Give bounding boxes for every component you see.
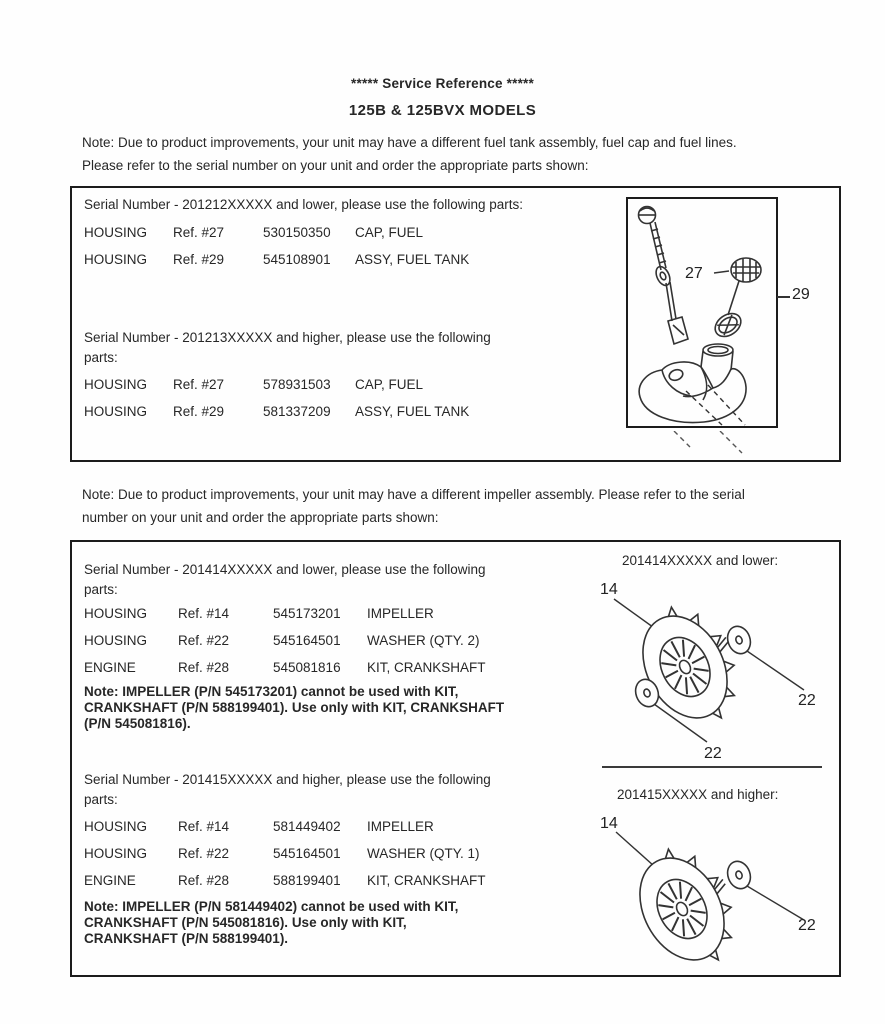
row-category: ENGINE <box>84 660 136 675</box>
row-ref: Ref. #22 <box>178 846 230 861</box>
row-part-number: 545108901 <box>263 252 331 267</box>
row-category: HOUSING <box>84 846 148 861</box>
callout-22: 22 <box>798 917 816 934</box>
row-ref: Ref. #29 <box>173 404 225 419</box>
fuel-tank-note-line2: Please refer to the serial number on your unit and order the appropriate parts shown: <box>82 158 589 173</box>
row-ref: Ref. #14 <box>178 819 230 834</box>
compatibility-note-1: Note: IMPELLER (P/N 545173201) cannot be used with KIT, CRANKSHAFT (P/N 588199401). Use only with KIT, CRANKSHAFT (P/N 545081816). <box>84 684 505 731</box>
row-ref: Ref. #22 <box>178 633 230 648</box>
row-part-number: 545173201 <box>273 606 341 621</box>
row-category: HOUSING <box>84 819 148 834</box>
row-description: IMPELLER <box>367 819 434 834</box>
serial-heading-201213-line2: parts: <box>84 350 118 365</box>
row-ref: Ref. #27 <box>173 225 225 240</box>
serial-heading-201213: Serial Number - 201213XXXXX and higher, please use the following <box>84 330 491 345</box>
row-description: ASSY, FUEL TANK <box>355 404 470 419</box>
impeller-parts-box <box>70 540 841 977</box>
row-part-number: 545081816 <box>273 660 341 675</box>
callout-27: 27 <box>685 265 703 282</box>
diagram-label-201415: 201415XXXXX and higher: <box>617 787 779 802</box>
row-category: HOUSING <box>84 633 148 648</box>
callout-14: 14 <box>600 815 618 832</box>
row-category: ENGINE <box>84 873 136 888</box>
row-category: HOUSING <box>84 404 148 419</box>
row-ref: Ref. #14 <box>178 606 230 621</box>
fuel-tank-note-line1: Note: Due to product improvements, your unit may have a different fuel tank assembly, fuel cap and fuel lines. <box>82 135 737 150</box>
row-description: IMPELLER <box>367 606 434 621</box>
callout-29: 29 <box>792 286 810 303</box>
impeller-note-line1: Note: Due to product improvements, your unit may have a different impeller assembly. Please refer to the serial <box>82 487 745 502</box>
row-category: HOUSING <box>84 606 148 621</box>
serial-heading-201415-line2: parts: <box>84 792 118 807</box>
row-category: HOUSING <box>84 252 148 267</box>
row-part-number: 530150350 <box>263 225 331 240</box>
row-description: CAP, FUEL <box>355 377 424 392</box>
row-description: KIT, CRANKSHAFT <box>367 873 486 888</box>
callout-14: 14 <box>600 581 618 598</box>
callout-29-leader <box>777 296 790 298</box>
compatibility-note-2: Note: IMPELLER (P/N 581449402) cannot be used with KIT, CRANKSHAFT (P/N 545081816). Use only with KIT, CRANKSHAFT (P/N 588199401). <box>84 899 459 946</box>
row-category: HOUSING <box>84 377 148 392</box>
page-title: ***** Service Reference ***** <box>351 76 534 91</box>
row-part-number: 545164501 <box>273 633 341 648</box>
row-part-number: 588199401 <box>273 873 341 888</box>
fuel-tank-diagram-frame <box>626 197 778 428</box>
models-subtitle: 125B & 125BVX MODELS <box>348 102 537 119</box>
impeller-note-line2: number on your unit and order the appropriate parts shown: <box>82 509 439 525</box>
diagram-label-201414: 201414XXXXX and lower: <box>622 553 779 568</box>
row-description: KIT, CRANKSHAFT <box>367 660 486 675</box>
row-ref: Ref. #28 <box>178 873 230 888</box>
impeller-note <box>82 484 844 529</box>
serial-heading-201414: Serial Number - 201414XXXXX and lower, please use the following <box>84 562 486 577</box>
row-description: ASSY, FUEL TANK <box>355 252 470 267</box>
row-description: WASHER (QTY. 1) <box>367 846 480 861</box>
row-part-number: 581337209 <box>263 404 331 419</box>
impeller-diagram-lower <box>592 566 832 766</box>
row-description: CAP, FUEL <box>355 225 424 240</box>
serial-heading-201212: Serial Number - 201212XXXXX and lower, please use the following parts: <box>84 197 524 212</box>
row-description: WASHER (QTY. 2) <box>367 633 480 648</box>
row-ref: Ref. #28 <box>178 660 230 675</box>
serial-heading-201414-line2: parts: <box>84 582 118 597</box>
dashed-projection-lines <box>668 431 778 457</box>
fuel-tank-parts-box <box>70 186 841 462</box>
serial-heading-201415: Serial Number - 201415XXXXX and higher, please use the following <box>84 772 491 787</box>
row-ref: Ref. #27 <box>173 377 225 392</box>
row-part-number: 578931503 <box>263 377 331 392</box>
callout-22-upper: 22 <box>798 692 816 709</box>
diagram-separator <box>602 766 822 768</box>
row-ref: Ref. #29 <box>173 252 225 267</box>
row-part-number: 545164501 <box>273 846 341 861</box>
row-part-number: 581449402 <box>273 819 341 834</box>
callout-22-lower: 22 <box>704 745 722 762</box>
fuel-tank-diagram <box>628 199 776 426</box>
fuel-tank-note <box>82 131 844 177</box>
row-category: HOUSING <box>84 225 148 240</box>
impeller-diagram-higher <box>592 800 832 975</box>
